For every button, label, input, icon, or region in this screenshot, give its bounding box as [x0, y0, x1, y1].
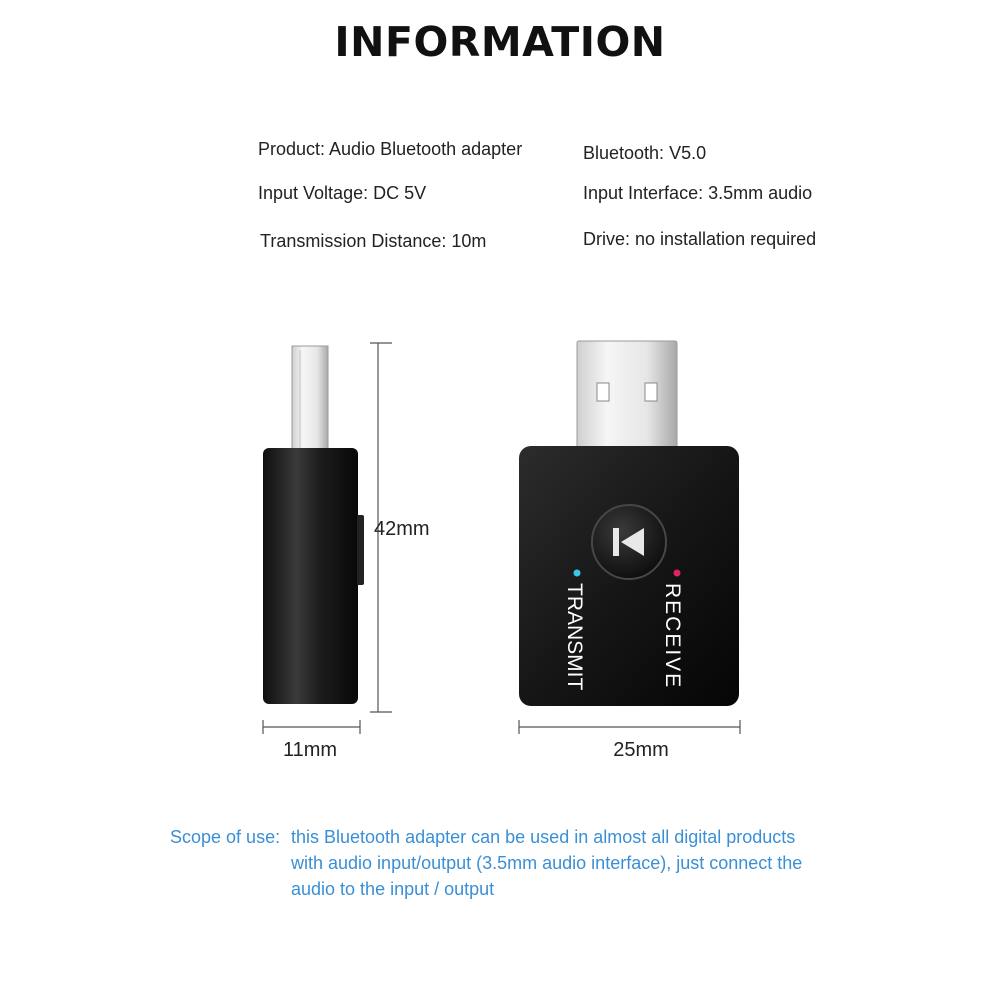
spec-drive: Drive: no installation required — [583, 229, 817, 249]
front-width-dimension-line — [519, 720, 740, 734]
spec-bluetooth: Bluetooth: V5.0 — [583, 143, 707, 163]
front-view — [519, 341, 739, 706]
front-width-dimension-label: 25mm — [613, 739, 669, 761]
receive-label: RECEIVE — [661, 583, 684, 690]
spec-product: Product: Audio Bluetooth adapter — [258, 139, 523, 159]
scope-line-3: audio to the input / output — [291, 879, 495, 899]
side-width-dimension-label: 11mm — [282, 739, 338, 761]
height-dimension-label: 42mm — [374, 518, 430, 540]
side-view — [263, 346, 364, 704]
scope-label: Scope of use: — [170, 827, 281, 847]
side-usb-plug — [292, 346, 328, 452]
receive-led — [674, 570, 681, 577]
spec-input-interface: Input Interface: 3.5mm audio — [583, 183, 813, 203]
transmit-led — [574, 570, 581, 577]
spec-transmission-distance: Transmission Distance: 10m — [260, 231, 487, 251]
side-width-dimension-line — [263, 720, 360, 734]
side-button — [357, 515, 364, 585]
page-title: INFORMATION — [334, 18, 666, 66]
spec-input-voltage: Input Voltage: DC 5V — [258, 183, 427, 203]
front-usb-plug — [577, 341, 677, 456]
scope-line-1: this Bluetooth adapter can be used in almost all digital products — [291, 827, 796, 847]
scope-line-2: with audio input/output (3.5mm audio interface), just connect the — [291, 853, 803, 873]
transmit-label: TRANSMIT — [563, 583, 586, 691]
side-body — [263, 448, 358, 704]
